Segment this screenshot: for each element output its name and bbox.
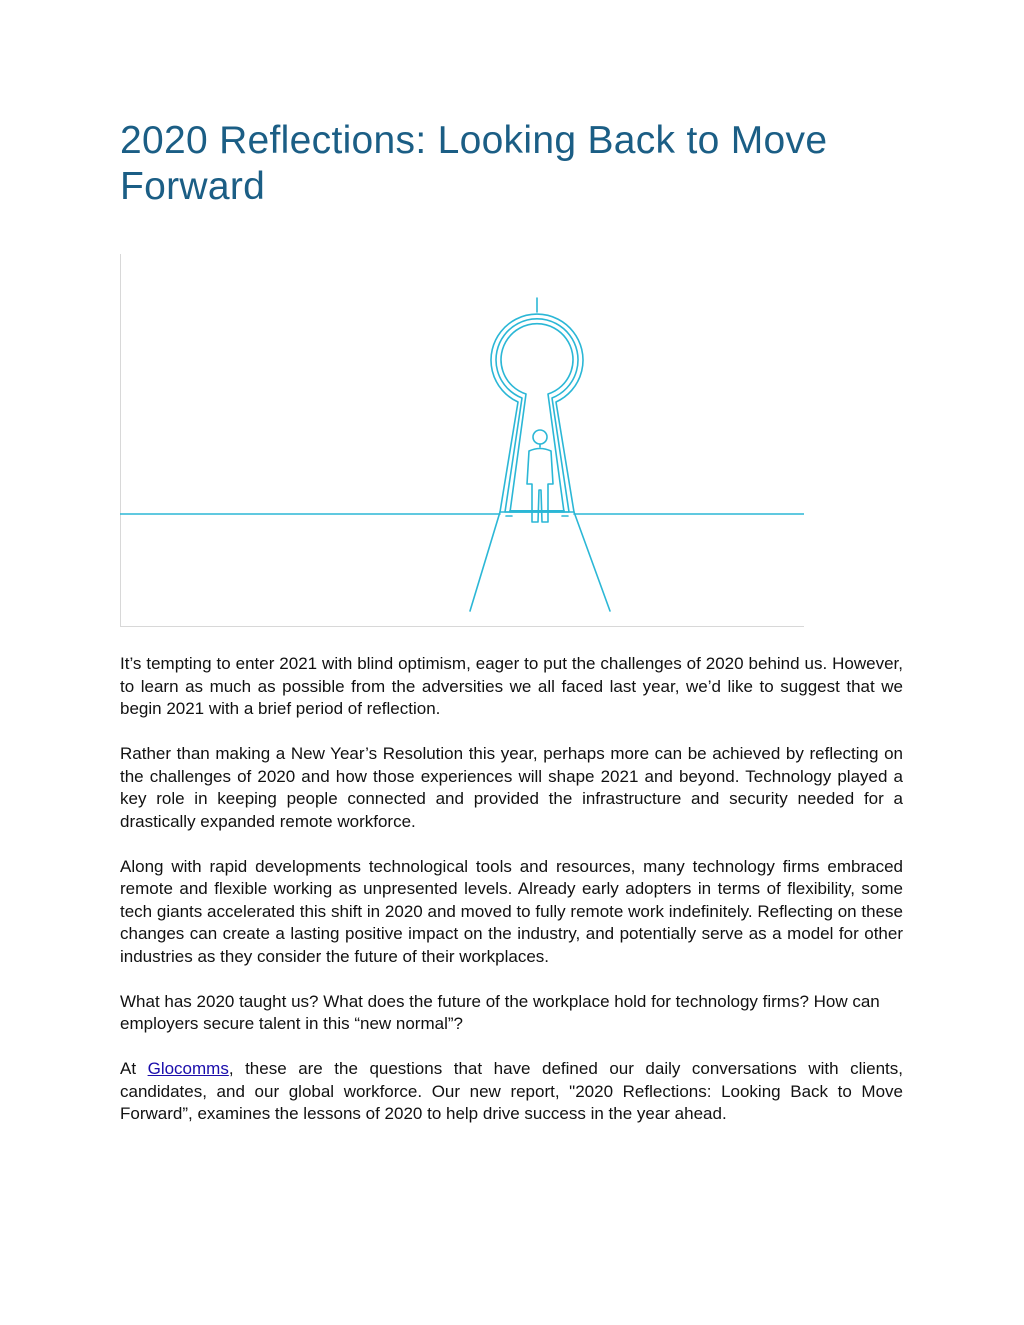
floor-line-right	[574, 512, 610, 611]
paragraph-2: Rather than making a New Year’s Resolution this year, perhaps more can be achieved by reflecting on the challenges of 2020 and how those experiences will shape 2021 and beyond. Technology played a key role in keeping people connected and provided the infrastructure and security needed for a drastically expanded remote workforce.	[120, 744, 903, 831]
article-body	[120, 653, 903, 1148]
paragraph-1: It’s tempting to enter 2021 with blind optimism, eager to put the challenges of 2020 behind us. However, to learn as much as possible from the adversities we all faced last year, we’d like to suggest that we begin 2021 with a brief period of reflection.	[120, 654, 903, 718]
paragraph-3: Along with rapid developments technological tools and resources, many technology firms embraced remote and flexible working as unpresented levels. Already early adopters in terms of flexibility, some tech giants accelerated this shift in 2020 and moved to fully remote work indefinitely. Reflecting on these changes can create a lasting positive impact on the industry, and potentially serve as a model for other industries as they consider the future of their workplaces.	[120, 856, 903, 966]
glocomms-link[interactable]: Glocomms	[147, 1059, 229, 1078]
keyhole-outline-middle	[496, 319, 578, 512]
paragraph-4: What has 2020 taught us? What does the future of the workplace hold for technology firms? How can employers secure talent in this “new normal”?	[120, 991, 880, 1033]
keyhole-person-illustration	[120, 254, 804, 627]
paragraph-5	[120, 1058, 903, 1126]
paragraph-5-suffix: , these are the questions that have defined our daily conversations with clients, candidates, and our global workforce. Our new report, "2020 Reflections: Looking Back to Move Forward”, examines the lessons of 2020 to help drive success in the year ahead.	[120, 1059, 903, 1123]
keyhole-outline-inner	[501, 324, 573, 512]
page-title: 2020 Reflections: Looking Back to Move Forward	[120, 119, 828, 208]
paragraph-5-prefix: At	[120, 1059, 148, 1078]
floor-line-left	[470, 512, 500, 611]
person-figure	[527, 430, 553, 522]
